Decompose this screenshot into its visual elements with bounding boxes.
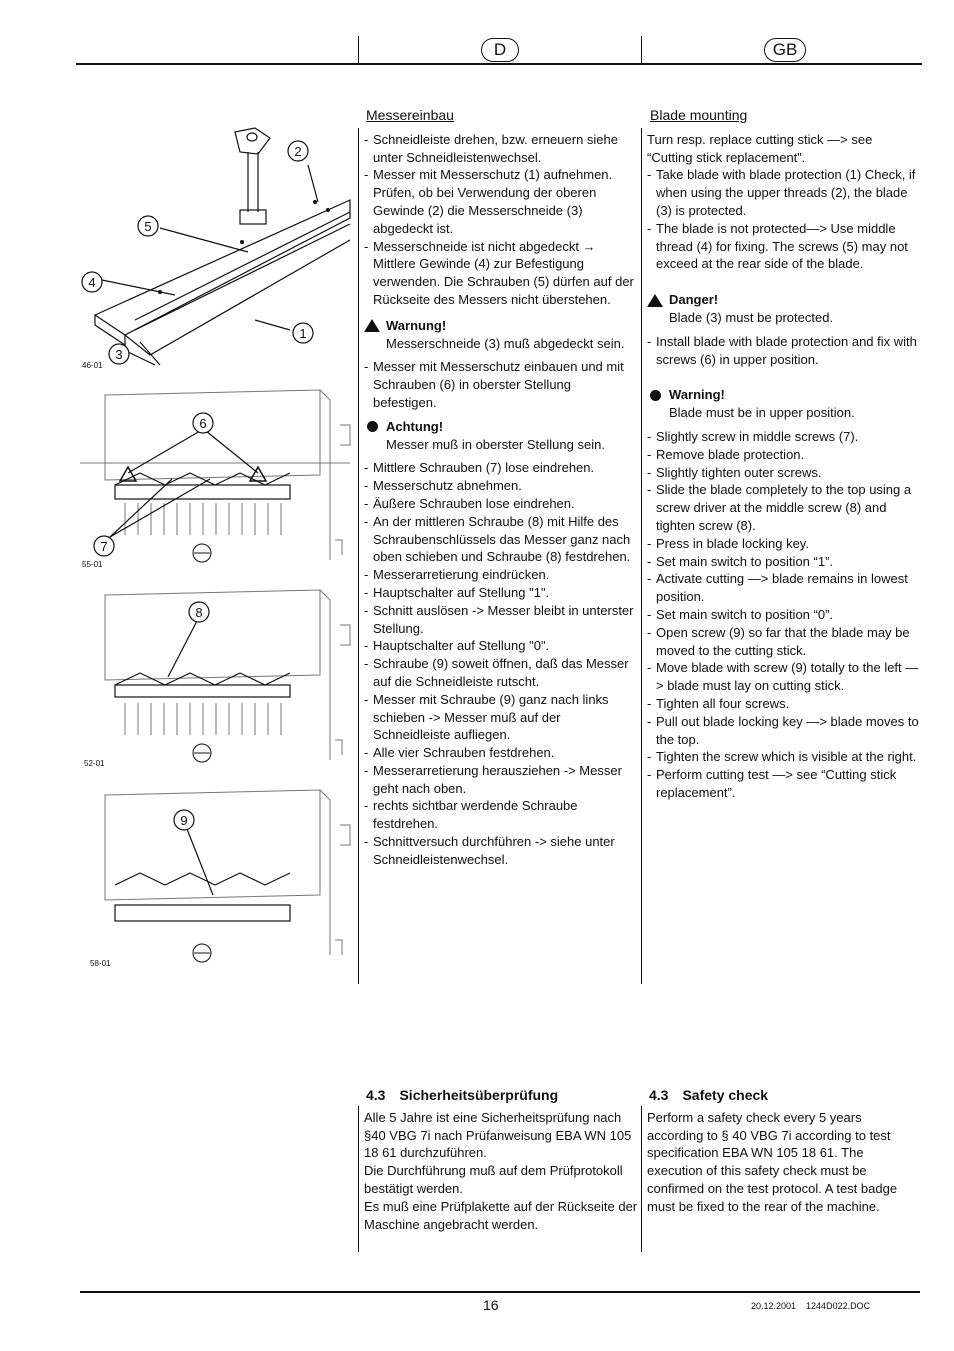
list-item: - Hauptschalter auf Stellung "0". [364, 637, 638, 655]
figure-blade-screw-9 [80, 785, 355, 970]
paragraph: Perform a safety check every 5 years according to § 40 VBG 7i according to test specification EBA WN 105 18 61. The execution of this safety check must be confirmed on the test protocol. A test badge must be fixed to the rear of the machine. [647, 1109, 898, 1214]
de-warning-box [364, 317, 638, 353]
warning-triangle-icon [647, 294, 663, 307]
list-item: - An der mittleren Schraube (8) mit Hilfe des Schraubenschlüssels das Messer ganz nach oben schieben und Schraube (8) festdrehen. [364, 513, 638, 566]
danger-title: Danger! [669, 292, 719, 308]
caution-text: Messer muß in oberster Stellung sein. [386, 436, 605, 452]
figure-code: 46-01 [82, 361, 103, 370]
callout-9: 9 [180, 813, 188, 828]
list-item: - Messer mit Messerschutz einbauen und mit Schrauben (6) in oberster Stellung befestigen. [364, 358, 638, 411]
callout-8: 8 [195, 605, 203, 620]
paragraph: Alle 5 Jahre ist eine Sicherheitsprüfung nach §40 VBG 7i nach Prüfanweisung EBA WN 105 18 61 durchzuführen. [364, 1109, 632, 1161]
warning-title: Warnung! [386, 317, 447, 333]
list-item: - Schneidleiste drehen, bzw. erneuern siehe unter Schneidleistenwechsel. [364, 131, 638, 167]
callout-2: 2 [294, 144, 302, 159]
gb-danger-box [647, 291, 920, 327]
doc-reference: 20.12.2001 1244D022.DOC [751, 1301, 871, 1311]
list-item: - Messer mit Schraube (9) ganz nach links schieben -> Messer muß auf der Schneidleiste aufliegen. [364, 691, 638, 744]
callout-7: 7 [100, 539, 108, 554]
figure-code: 52-01 [84, 759, 105, 768]
list-item: - Take blade with blade protection (1) Check, if when using the upper threads (2), the blade (3) is protected. [647, 166, 920, 219]
de-caution-box [364, 418, 638, 454]
header-divider-right [641, 36, 642, 64]
warning-text: Messerschneide (3) muß abgedeckt sein. [386, 335, 625, 351]
list-item: - Messer mit Messerschutz (1) aufnehmen. Prüfen, ob bei Verwendung der oberen Gewinde (2) die Messerschneide (3) abgedeckt ist. [364, 166, 638, 237]
caution-dot-icon [367, 421, 378, 432]
figure-code: 58-01 [90, 959, 111, 968]
callout-4: 4 [88, 275, 96, 290]
list-item: - Set main switch to position “0”. [647, 606, 920, 624]
de-safety-section [364, 1087, 638, 1233]
gb-safety-section [647, 1087, 920, 1216]
list-item: - rechts sichtbar werdende Schraube festdrehen. [364, 797, 638, 833]
list-item: - Messerarretierung herausziehen -> Messer geht nach oben. [364, 762, 638, 798]
footer-rule [80, 1291, 920, 1293]
caution-title: Achtung! [386, 418, 444, 434]
paragraph: Es muß eine Prüfplakette auf der Rückseite der Maschine angebracht werden. [364, 1198, 638, 1232]
list-item: - Schraube (9) soweit öffnen, daß das Messer auf die Schneidleiste rutscht. [364, 655, 638, 691]
danger-text: Blade (3) must be protected. [669, 309, 834, 325]
list-item: - Slightly screw in middle screws (7). [647, 428, 920, 446]
figure-blade-protection [80, 120, 355, 380]
figure-code: 55-01 [82, 560, 103, 569]
callout-6: 6 [199, 416, 207, 431]
list-item: - Install blade with blade protection and fix with screws (6) in upper position. [647, 333, 920, 369]
warning-triangle-icon [364, 319, 380, 332]
de-column [364, 107, 638, 869]
gb-heading: Blade mounting [650, 107, 748, 123]
section-title [366, 1087, 638, 1105]
lang-badge-de: D [481, 38, 519, 62]
section-title-text: Safety check [682, 1087, 769, 1103]
list-item: - Messerschneide ist nicht abgedeckt → Mittlere Gewinde (4) zur Befestigung verwenden. Die Schrauben (5) dürfen auf der Rückseite des Messers nicht überstehen. [364, 238, 638, 309]
list-item: - Slightly tighten outer screws. [647, 464, 920, 482]
header-divider-left [358, 36, 359, 64]
list-item: - The blade is not protected—> Use middle thread (4) for fixing. The screws (5) may not exceed at the rear side of the blade. [647, 220, 920, 273]
section-number: 4.3 [366, 1087, 386, 1103]
list-item: - Mittlere Schrauben (7) lose eindrehen. [364, 459, 638, 477]
column-divider-gb-top [641, 128, 642, 984]
warning-text: Blade must be in upper position. [669, 405, 855, 421]
paragraph: Die Durchführung muß auf dem Prüfprotokoll bestätigt werden. [364, 1163, 623, 1196]
list-item: - Press in blade locking key. [647, 535, 920, 553]
list-item: - Tighten all four screws. [647, 695, 920, 713]
figure-blade-screws-6-7 [80, 385, 355, 570]
list-item: - Activate cutting —> blade remains in lowest position. [647, 570, 920, 606]
caution-dot-icon [650, 390, 661, 401]
lang-badge-gb: GB [764, 38, 806, 62]
page-number: 16 [483, 1297, 499, 1313]
gb-intro: Turn resp. replace cutting stick —> see “Cutting stick replacement”. [647, 131, 873, 165]
column-divider-de-top [358, 128, 359, 984]
callout-1: 1 [299, 326, 307, 341]
gb-steps-3 [647, 428, 920, 802]
de-steps-3 [364, 459, 638, 868]
list-item: - Messerschutz abnehmen. [364, 477, 638, 495]
list-item: - Schnitt auslösen -> Messer bleibt in unterster Stellung. [364, 602, 638, 638]
gb-warning-box [647, 386, 920, 422]
list-item: - Slide the blade completely to the top using a screw driver at the middle screw (8) and tighten screw (8). [647, 481, 920, 534]
list-item: - Remove blade protection. [647, 446, 920, 464]
column-divider-de-bottom [358, 1106, 359, 1252]
section-number: 4.3 [649, 1087, 669, 1103]
section-title-text: Sicherheitsüberprüfung [399, 1087, 559, 1103]
gb-column [647, 107, 920, 802]
callout-3: 3 [115, 347, 123, 362]
de-steps-2 [364, 358, 638, 411]
column-divider-gb-bottom [641, 1106, 642, 1252]
de-steps-1 [364, 131, 638, 309]
warning-title: Warning! [669, 387, 725, 403]
list-item: - Move blade with screw (9) totally to the left —> blade must lay on cutting stick. [647, 659, 920, 695]
list-item: - Hauptschalter auf Stellung "1". [364, 584, 638, 602]
de-heading: Messereinbau [366, 107, 454, 123]
list-item: - Pull out blade locking key —> blade moves to the top. [647, 713, 920, 749]
list-item: - Open screw (9) so far that the blade may be moved to the cutting stick. [647, 624, 920, 660]
list-item: - Schnittversuch durchführen -> siehe unter Schneidleistenwechsel. [364, 833, 638, 869]
list-item: - Perform cutting test —> see “Cutting stick replacement”. [647, 766, 920, 802]
section-title [649, 1087, 920, 1105]
list-item: - Alle vier Schrauben festdrehen. [364, 744, 638, 762]
list-item: - Äußere Schrauben lose eindrehen. [364, 495, 638, 513]
gb-steps-2 [647, 333, 920, 369]
list-item: - Messerarretierung eindrücken. [364, 566, 638, 584]
callout-5: 5 [144, 219, 152, 234]
list-item: - Tighten the screw which is visible at the right. [647, 748, 920, 766]
list-item: - Set main switch to position “1”. [647, 553, 920, 571]
figure-blade-screw-8 [80, 585, 355, 770]
gb-steps-1 [647, 166, 920, 273]
header-rule [76, 63, 922, 65]
